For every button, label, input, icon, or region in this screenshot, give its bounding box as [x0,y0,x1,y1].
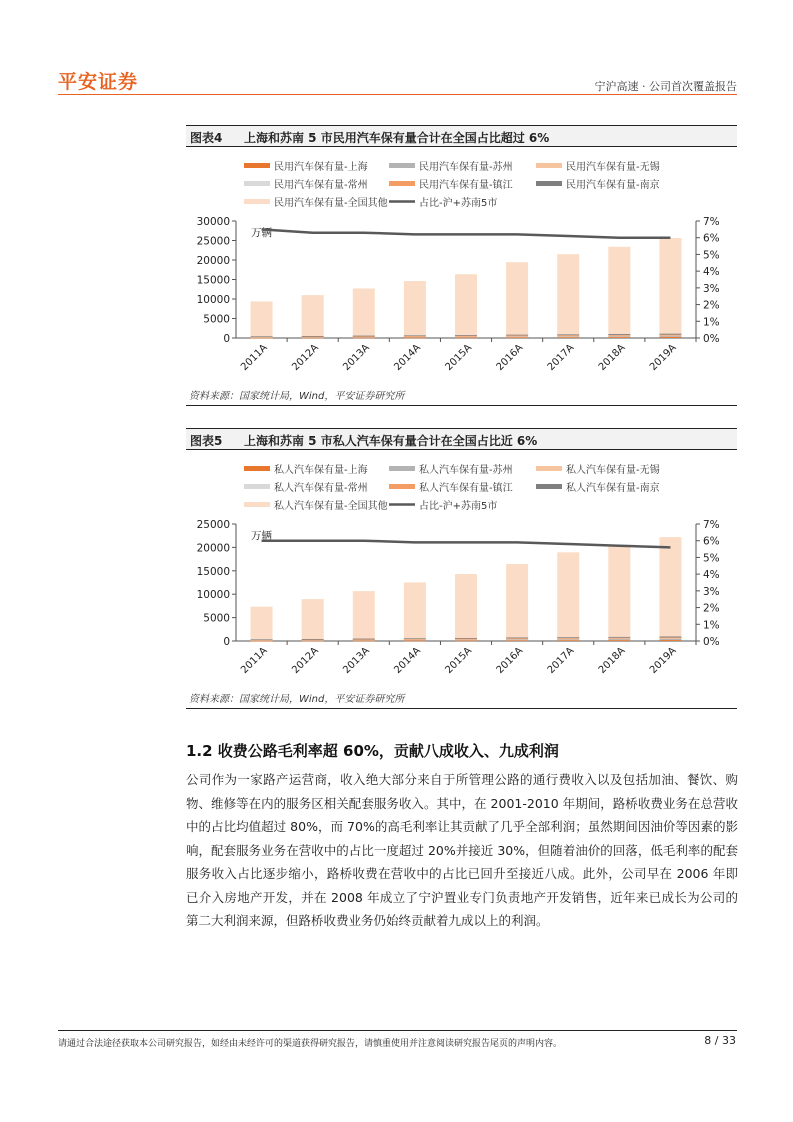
figure-5-label: 图表5 [190,434,223,448]
figure-4-source: 资料来源：国家统计局，Wind，平安证券研究所 [186,385,737,406]
bar-segment [251,336,273,337]
y-left-tick-label: 15000 [196,565,230,578]
x-tick-label: 2015A [443,645,475,676]
legend-swatch [389,466,415,471]
bar-segment [659,337,681,338]
y-right-tick-label: 3% [703,585,720,598]
figure-4-label: 图表4 [190,131,223,145]
y-right-tick-label: 1% [703,316,720,329]
section-paragraph: 公司作为一家路产运营商，收入绝大部分来自于所管理公路的通行费收入以及包括加油、餐饮、购物、维修等在内的服务区相关配套服务收入。其中，在 2001-2010 年期间，路桥收费业务在总营收中的占比均值超过 80%，而 70%的高毛利率让其贡献了几乎全部利润；虽然期间因油价等因素的影响，配套服务业务在营收中的占比一度超过 20%并接近 30%，但随着油价的回落，低毛利率的配套服务收入占比逐步缩小，路桥收费在营收中的占比已回升至接近八成。此外，公司早在 2006 年即已介入房地产开发，并在 2008 年成立了宁沪置业专门负责地产开发销售，近年来已成长为公司的第二大利润来源，但路桥收费业务仍始终贡献着九成以上的利润。 [186,772,738,928]
bar-segment [455,639,477,640]
y-right-tick-label: 4% [703,569,720,582]
legend-label: 私人汽车保有量-镇江 [419,483,513,494]
figure-5-source: 资料来源：国家统计局，Wind，平安证券研究所 [186,688,737,709]
header-divider [58,94,737,95]
section-heading: 1.2 收费公路毛利率超 60%，贡献八成收入、九成利润 [186,742,559,760]
bar-segment [506,638,528,639]
y-right-tick-label: 7% [703,519,720,531]
legend-label: 占比-沪+苏南5市 [419,501,498,512]
bar-segment [659,636,681,637]
brand-logo: 平安证券 [58,71,139,93]
y-left-tick-label: 25000 [196,235,230,248]
bar-segment [506,637,528,638]
legend-swatch [389,163,415,168]
bar-segment [557,640,579,641]
legend-label: 私人汽车保有量-无锡 [566,465,660,476]
bar-segment [404,582,426,638]
bar-segment [608,335,630,336]
y-left-tick-label: 5000 [203,313,230,326]
x-tick-label: 2016A [494,342,526,373]
y-left-tick-label: 15000 [196,274,230,287]
x-tick-label: 2016A [494,645,526,676]
y-left-tick-label: 0 [223,636,230,648]
bar-segment [557,254,579,334]
bar-segment [557,552,579,637]
y-right-tick-label: 3% [703,282,720,295]
legend-label: 民用汽车保有量-苏州 [419,162,513,173]
legend-swatch [244,484,270,489]
bar-segment [557,638,579,639]
legend-swatch [244,181,270,186]
bar-segment [608,637,630,638]
bar-segment [302,639,324,640]
report-title: 宁沪高速 · 公司首次覆盖报告 [594,80,737,93]
bar-segment [506,335,528,336]
y-right-tick-label: 0% [703,333,720,345]
bar-segment [557,637,579,638]
legend-swatch [536,181,562,186]
unit-label: 万辆 [251,530,272,542]
y-right-tick-label: 7% [703,216,720,228]
legend-swatch [389,484,415,489]
bar-segment [404,335,426,336]
x-tick-label: 2013A [341,342,372,373]
bar-segment [557,337,579,338]
y-left-tick-label: 0 [223,333,230,345]
x-tick-label: 2015A [443,342,475,373]
x-tick-label: 2014A [392,342,424,373]
legend-label: 民用汽车保有量-无锡 [566,162,660,173]
legend-label: 民用汽车保有量-常州 [274,180,368,191]
x-tick-label: 2017A [545,342,577,373]
y-right-tick-label: 2% [703,299,720,312]
y-right-tick-label: 2% [703,602,720,615]
figure-4-chart [186,150,737,385]
x-tick-label: 2012A [290,645,321,676]
y-right-tick-label: 5% [703,249,720,262]
bar-segment [353,591,375,638]
bar-segment [608,247,630,334]
share-line [262,229,671,237]
unit-label: 万辆 [251,227,272,239]
footer-disclaimer: 请通过合法途径获取本公司研究报告，如经由未经许可的渠道获得研究报告，请慎重使用并注意阅读研究报告尾页的声明内容。 [58,1039,563,1049]
x-tick-label: 2011A [239,342,270,373]
y-right-tick-label: 6% [703,232,720,245]
bar-segment [506,337,528,338]
bar-segment [353,639,375,640]
x-tick-label: 2012A [290,342,321,373]
figure-4-title: 上海和苏南 5 市民用汽车保有量合计在全国占比超过 6% [244,131,550,145]
y-left-tick-label: 10000 [196,294,230,306]
legend-label: 民用汽车保有量-南京 [566,180,660,191]
legend-label: 私人汽车保有量-苏州 [419,465,513,476]
x-tick-label: 2018A [596,342,628,373]
x-tick-label: 2013A [341,645,372,676]
bar-segment [506,262,528,334]
legend-swatch [244,502,270,507]
legend-swatch [244,466,270,471]
y-right-tick-label: 4% [703,266,720,279]
bar-segment [608,546,630,636]
legend-swatch [389,181,415,186]
y-left-tick-label: 25000 [196,519,230,531]
bar-segment [455,336,477,337]
bar-segment [455,640,477,641]
bar-segment [608,638,630,639]
legend-label: 民用汽车保有量-上海 [274,162,368,173]
figure-5-title: 上海和苏南 5 市私人汽车保有量合计在全国占比近 6% [244,434,538,448]
share-line [262,541,671,548]
bar-segment [659,537,681,636]
figure-4-header [186,125,737,147]
legend-label: 私人汽车保有量-南京 [566,483,660,494]
bar-segment [455,335,477,336]
x-tick-label: 2017A [545,645,577,676]
bar-segment [557,334,579,335]
y-left-tick-label: 20000 [196,542,230,555]
bar-segment [404,638,426,639]
legend-swatch [536,484,562,489]
bar-segment [353,288,375,335]
figure-5-chart [186,453,737,688]
bar-segment [455,274,477,335]
x-tick-label: 2014A [392,645,424,676]
bar-segment [353,336,375,337]
y-right-tick-label: 6% [703,535,720,548]
legend-label: 私人汽车保有量-上海 [274,465,368,476]
x-tick-label: 2019A [647,645,679,676]
bar-segment [302,599,324,639]
bar-segment [608,334,630,335]
x-tick-label: 2011A [239,645,270,676]
y-left-tick-label: 30000 [196,216,230,228]
y-right-tick-label: 1% [703,619,720,632]
bar-segment [506,335,528,336]
legend-swatch [244,163,270,168]
legend-label: 民用汽车保有量-镇江 [419,180,513,191]
footer-divider [58,1030,737,1031]
legend-label: 占比-沪+苏南5市 [419,198,498,209]
bar-segment [455,638,477,639]
bar-segment [659,238,681,334]
figure-5-header [186,428,737,450]
bar-segment [659,335,681,336]
bar-segment [455,574,477,638]
legend-swatch [536,163,562,168]
x-tick-label: 2019A [647,342,679,373]
y-right-tick-label: 5% [703,552,720,565]
y-left-tick-label: 20000 [196,255,230,267]
bar-segment [251,639,273,640]
y-left-tick-label: 5000 [203,612,230,625]
bar-segment [608,640,630,641]
legend-label: 私人汽车保有量-全国其他 [274,501,388,512]
page-number: 8 / 33 [704,1034,736,1047]
bar-segment [302,295,324,336]
y-right-tick-label: 0% [703,636,720,648]
legend-label: 私人汽车保有量-常州 [274,483,368,494]
bar-segment [506,564,528,637]
bar-segment [506,640,528,641]
legend-swatch [244,199,270,204]
bar-segment [659,640,681,641]
bar-segment [608,337,630,338]
bar-segment [455,337,477,338]
bar-segment [659,334,681,335]
x-tick-label: 2018A [596,645,628,676]
bar-segment [404,337,426,338]
bar-segment [557,335,579,336]
bar-segment [404,640,426,641]
legend-swatch [536,466,562,471]
bar-segment [302,336,324,337]
bar-segment [251,301,273,336]
y-left-tick-label: 10000 [196,589,230,602]
legend-label: 民用汽车保有量-全国其他 [274,198,388,209]
bar-segment [404,281,426,335]
bar-segment [251,607,273,640]
bar-segment [659,637,681,638]
